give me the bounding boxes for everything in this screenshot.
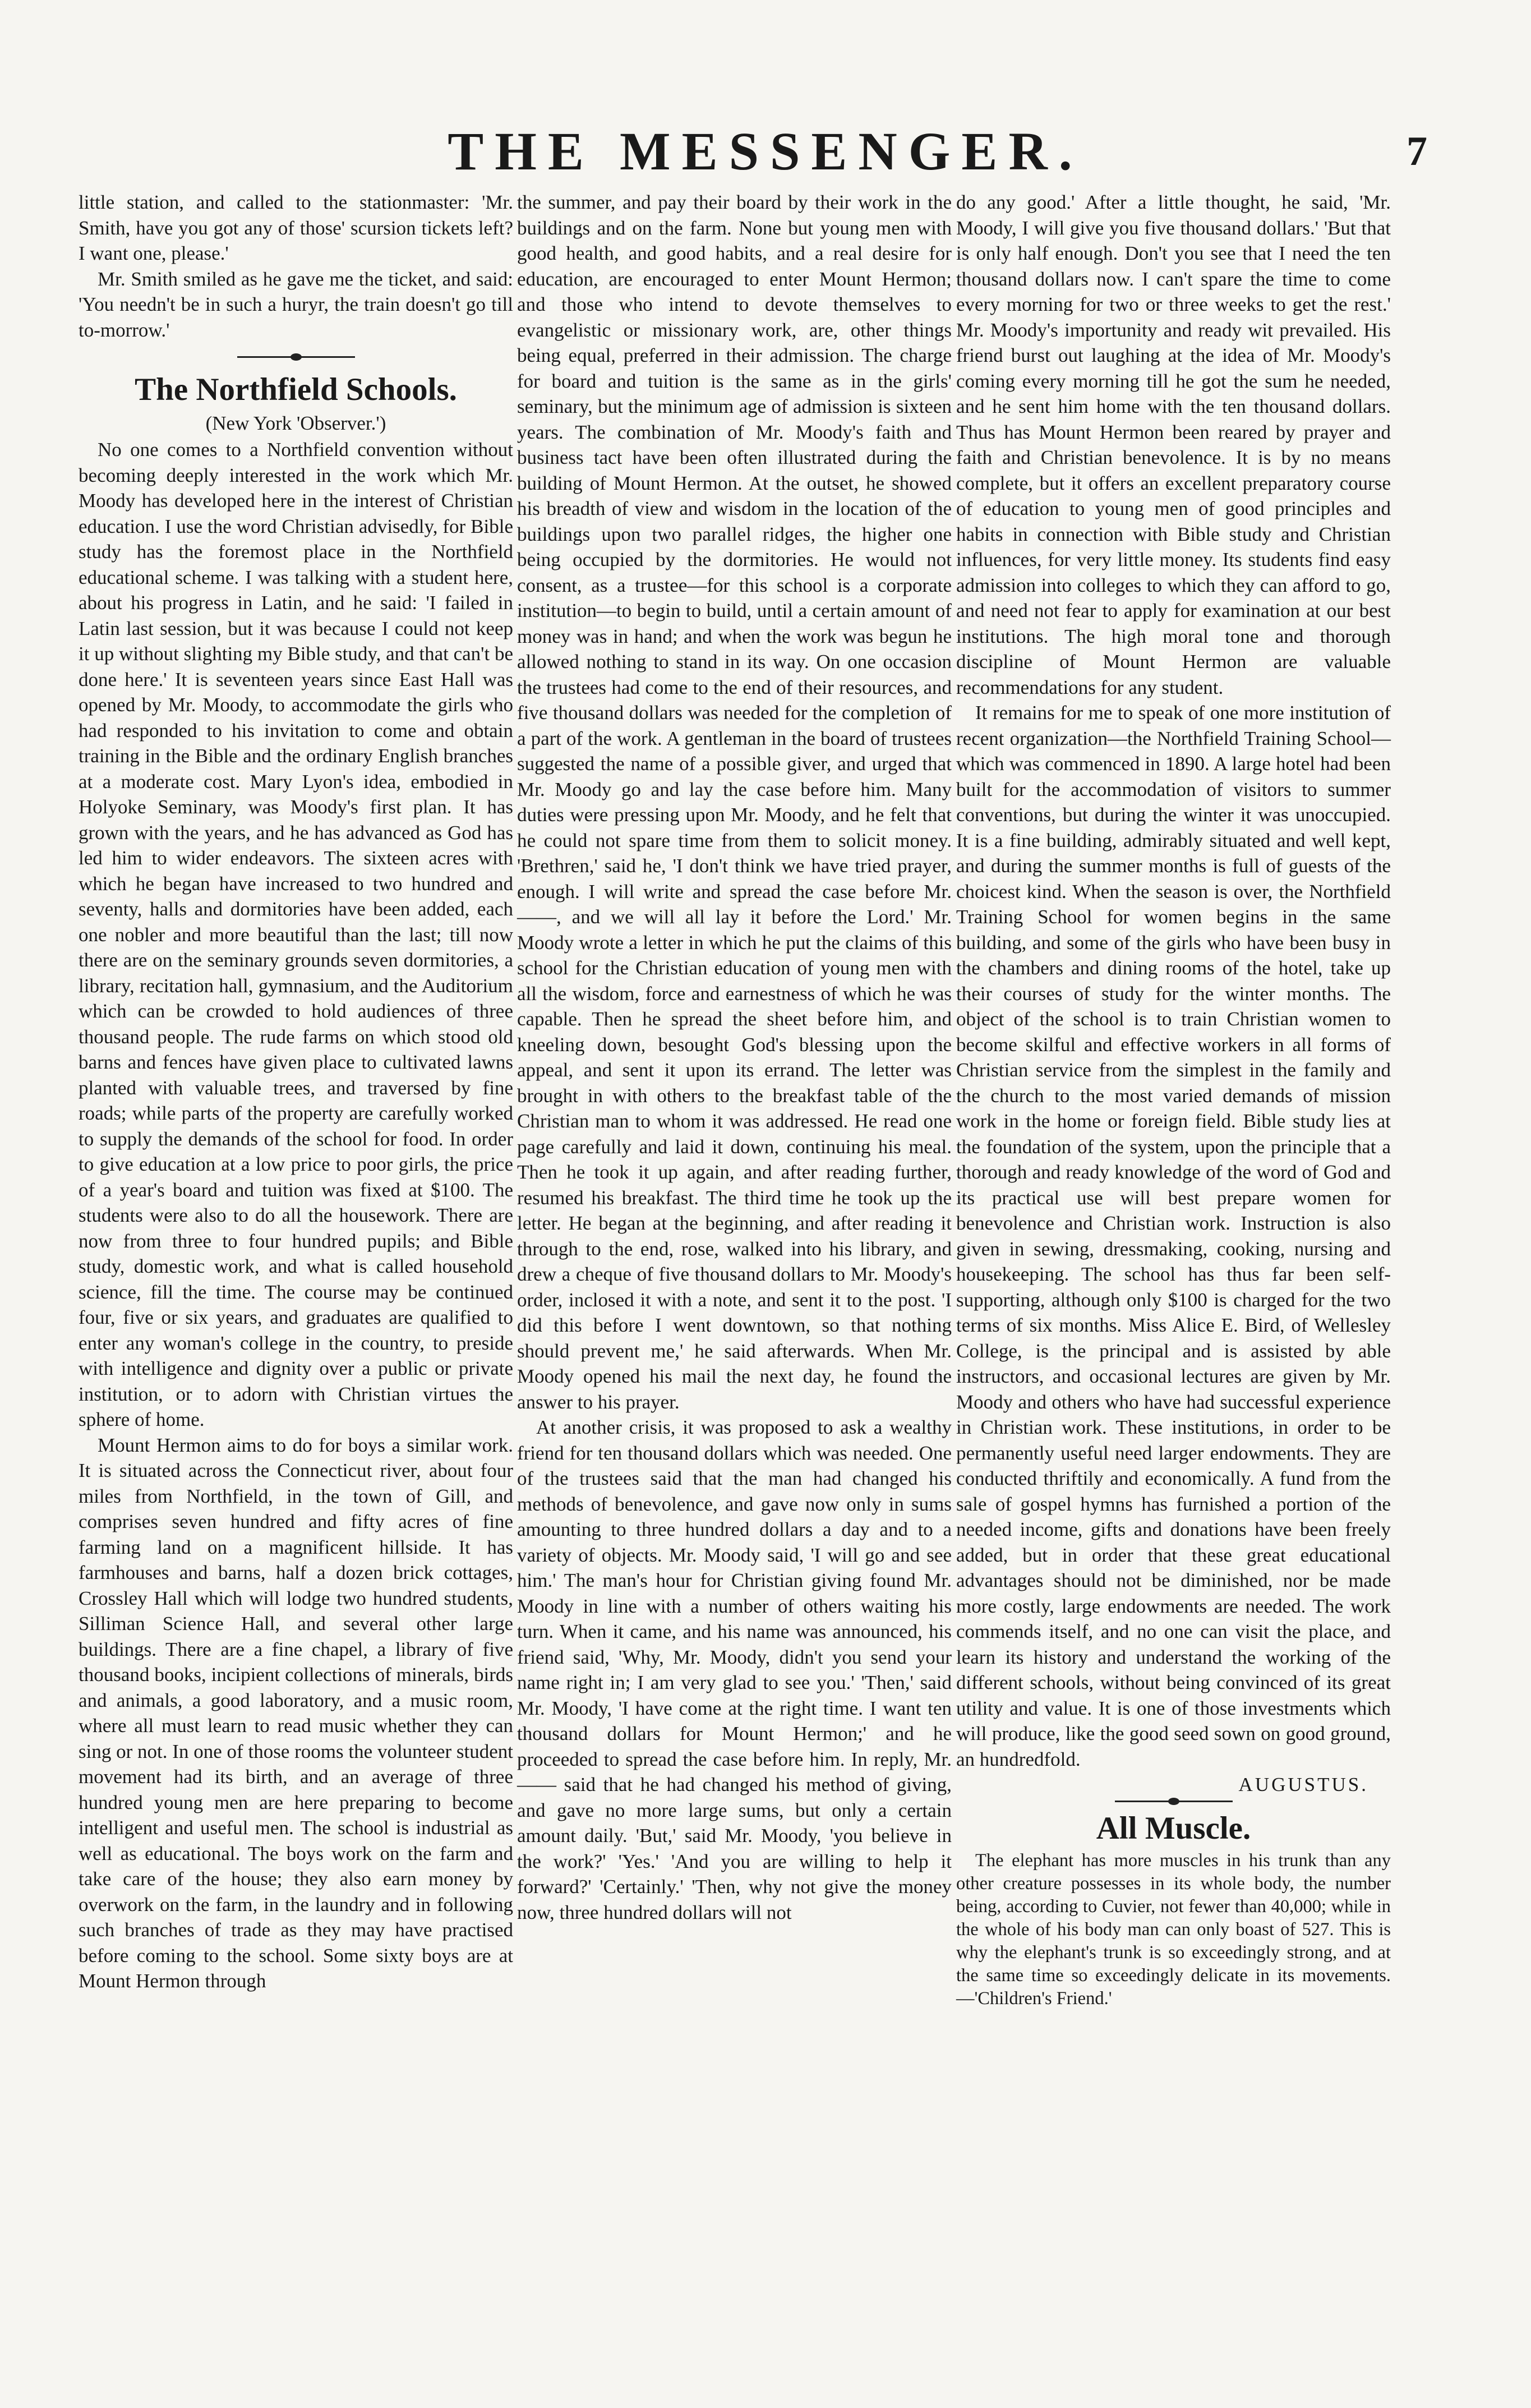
column-2 [517, 190, 952, 1925]
section-divider [237, 356, 355, 358]
masthead: THE MESSENGER. [448, 121, 1083, 181]
article-title: The Northfield Schools. [135, 372, 457, 407]
column-1 [79, 190, 513, 1994]
article-paragraph: The elephant has more muscles in his trunk than any other creature possesses in its whole body, the number being, according to Cuvier, not fewer than 40,000; while in the whole of his body man can only boast of 527. This is why the elephant's trunk is so exceedingly strong, and at the same time so exceedingly delicate in its movements.—'Children's Friend.' [956, 1850, 1391, 2009]
article-paragraph: No one comes to a Northfield convention without becoming deeply interested in the work which Mr. Moody has developed here in the interest of Christian education. I use the word Christian advisedly, for Bible study has the foremost place in the Northfield educational scheme. I was talking with a student here, about his progress in Latin, and he said: 'I failed in Latin last session, but it was because I could not keep it up without slighting my Bible study, and that can't be done here.' It is seventeen years since East Hall was opened by Mr. Moody, to accommodate the girls who had responded to his invitation to come and obtain training in the Bible and the ordinary English branches at a moderate cost. Mary Lyon's idea, embodied in Holyoke Seminary, was Moody's first plan. It has grown with the years, and he has advanced as God has led him to wider endeavors. The sixteen acres with which he began have increased to two hundred and seventy, halls and dormitories have been added, each one nobler and more beautiful than the last; till now there are on the seminary grounds seven dormitories, a library, recitation hall, gymnasium, and the Auditorium which can be crowded to hold audiences of three thousand people. The rude farms on which stood old barns and fences have given place to cultivated lawns planted with valuable trees, and traversed by fine roads; while parts of the property are carefully worked to supply the demands of the school for food. In order to give education at a low price to poor girls, the price of a year's board and tuition was fixed at $100. The students were also to do all the housework. There are now from three to four hundred pupils; and Bible study, domestic work, and what is called household science, fill the time. The course may be continued four, five or six years, and graduates are qualified to enter any woman's college in the country, to preside with intelligence and dignity over a public or private institution, or to adorn with Christian virtues the sphere of home. [79, 439, 513, 1430]
author-signature: AUGUSTUS. [1238, 1774, 1368, 1795]
page-header [0, 121, 1531, 182]
column-3 [956, 190, 1391, 2010]
article-paragraph: the summer, and pay their board by their work in the buildings and on the farm. None but young men with good health, and good habits, and a real desire for education, are encouraged to enter Mount Hermon; and those who intend to devote themselves to evangelistic or missionary work, are, other things being equal, preferred in their admission. The charge for board and tuition is the same as in the girls' seminary, but the minimum age of admission is sixteen years. The combination of Mr. Moody's faith and business tact have been often illustrated during the building of Mount Hermon. At the outset, he showed his breadth of view and wisdom in the location of the buildings upon two parallel ridges, the higher one being occupied by the dormitories. He would not consent, as a trustee—for this school is a corporate institution—to begin to build, until a certain amount of money was in hand; and when the work was begun he allowed nothing to stand in its way. On one occasion the trustees had come to the end of their resources, and five thousand dollars was needed for the completion of a part of the work. A gentleman in the board of trustees suggested the name of a possible giver, and urged that Mr. Moody go and lay the case before him. Many duties were pressing upon Mr. Moody, and he felt that he could not spare time from them to solicit money. 'Brethren,' said he, 'I don't think we have tried prayer, enough. I will write and spread the case before Mr. ——, and we will all lay it before the Lord.' Mr. Moody wrote a letter in which he put the claims of this school for the Christian education of young men with all the wisdom, force and earnestness of which he was capable. Then he spread the sheet before him, and kneeling down, besought God's blessing upon the appeal, and sent it upon its errand. The letter was brought in with others to the breakfast table of the Christian man to whom it was addressed. He read one page carefully and laid it down, continuing his meal. Then he took it up again, and after reading further, resumed his breakfast. The third time he took up the letter. He began at the beginning, and after reading it through to the end, rose, walked into his library, and drew a cheque of five thousand dollars to Mr. Moody's order, inclosed it with a note, and sent it to the post. 'I did this before I went downtown, so that nothing should prevent me,' he said afterwards. When Mr. Moody opened his mail the next day, he found the answer to his prayer. [517, 191, 952, 1413]
article-paragraph: At another crisis, it was proposed to ask a wealthy friend for ten thousand dollars which was needed. One of the trustees said that the man had changed his methods of benevolence, and gave now only in sums amounting to three hundred dollars a day and to a variety of objects. Mr. Moody said, 'I will go and see him.' The man's hour for Christian giving found Mr. Moody in line with a number of others waiting his turn. When it came, and his name was announced, his friend said, 'Why, Mr. Moody, didn't you send your name right in; I am very glad to see you.' 'Then,' said Mr. Moody, 'I have come at the right time. I want ten thousand dollars for Mount Hermon;' and he proceeded to spread the case before him. In reply, Mr. —— said that he had changed his method of giving, and gave no more large sums, but only a certain amount daily. 'But,' said Mr. Moody, 'you believe in the work?' 'Yes.' 'And you are willing to help it forward?' 'Certainly.' 'Then, why not give the money now, three hundred dollars will not [517, 1416, 952, 1923]
article-paragraph: It remains for me to speak of one more institution of recent organization—the Northfield Training School—which was commenced in 1890. A large hotel had been built for the accommodation of visitors to summer conventions, but during the winter it was unoccupied. It is a fine building, admirably situated and well kept, and during the summer months is full of guests of the choicest kind. When the season is over, the Northfield Training School for women begins in the same building, and some of the girls who have been busy in the chambers and dining rooms of the hotel, take up their courses of study for the winter months. The object of the school is to train Christian women to become skilful and effective workers in all forms of Christian service from the simplest in the family and the church to the most varied demands of mission work in the home or foreign field. Bible study lies at the foundation of the system, upon the principle that a thorough and ready knowledge of the word of God and its practical use will best prepare women for benevolence and Christian work. Instruction is also given in sewing, dressmaking, cooking, nursing and housekeeping. The school has thus far been self-supporting, although only $100 is charged for the two terms of six months. Miss Alice E. Bird, of Wellesley College, is the principal and is assisted by able instructors, and occasional lectures are given by Mr. Moody and others who have had successful experience in Christian work. These institutions, in order to be permanently useful need larger endowments. They are conducted thriftily and economically. A fund from the sale of gospel hymns has furnished a portion of the needed income, gifts and donations have been freely added, but in order that these great educational advantages should not be diminished, nor be made more costly, large endowments are needed. The work commends itself, and no one can visit the place, and learn its history and understand the working of the different schools, without being convinced of its great utility and value. It is one of those investments which will produce, like the good seed sown on good ground, an hundredfold. [956, 702, 1391, 1770]
article-title: All Muscle. [1096, 1811, 1251, 1846]
continued-paragraph-end: Mr. Smith smiled as he gave me the ticket, and said: 'You needn't be in such a huryr, the train doesn't go till to-morrow.' [79, 268, 513, 341]
article-paragraph: Mount Hermon aims to do for boys a similar work. It is situated across the Connecticut river, about four miles from Northfield, in the town of Gill, and comprises seven hundred and fifty acres of fine farming land on a magnificent hillside. It has farmhouses and barns, half a dozen brick cottages, Crossley Hall which will lodge two hundred students, Silliman Science Hall, and several other large buildings. There are a fine chapel, a library of five thousand books, incipient collections of minerals, birds and animals, a good laboratory, and a music room, where all must learn to read music whether they can sing or not. In one of those rooms the volunteer student movement had its birth, and an average of three hundred young men are here preparing to become intelligent and useful men. The school is industrial as well as educational. The boys work on the farm and take care of the house; they also earn money by overwork on the farm, in the laundry and in following such branches of trade as they may have practised before coming to the school. Some sixty boys are at Mount Hermon through [79, 1434, 513, 1992]
page-number: 7 [1407, 128, 1427, 174]
section-divider [1115, 1801, 1233, 1802]
article-paragraph: do any good.' After a little thought, he said, 'Mr. Moody, I will give you five thousand dollars.' 'But that is only half enough. Don't you see that I need the ten thousand dollars now. I can't spare the time to come every morning for two or three weeks to get the rest.' Mr. Moody's importunity and ready wit prevailed. His friend burst out laughing at the idea of Mr. Moody's coming every morning till he got the sum he needed, and he sent him home with the ten thousand dollars. Thus has Mount Hermon been reared by prayer and faith and Christian benevolence. It is by no means complete, but it offers an excellent preparatory course of education to young men of good principles and habits in connection with Bible study and Christian influences, for very little money. Its students find easy admission into colleges to which they can afford to go, and need not fear to apply for examination at our best institutions. The high moral tone and thorough discipline of Mount Hermon are valuable recommendations for any student. [956, 191, 1391, 698]
article-source: (New York 'Observer.') [205, 412, 386, 434]
continued-paragraph: little station, and called to the stationmaster: 'Mr. Smith, have you got any of those' scursion tickets left? I want one, please.' [79, 191, 513, 264]
